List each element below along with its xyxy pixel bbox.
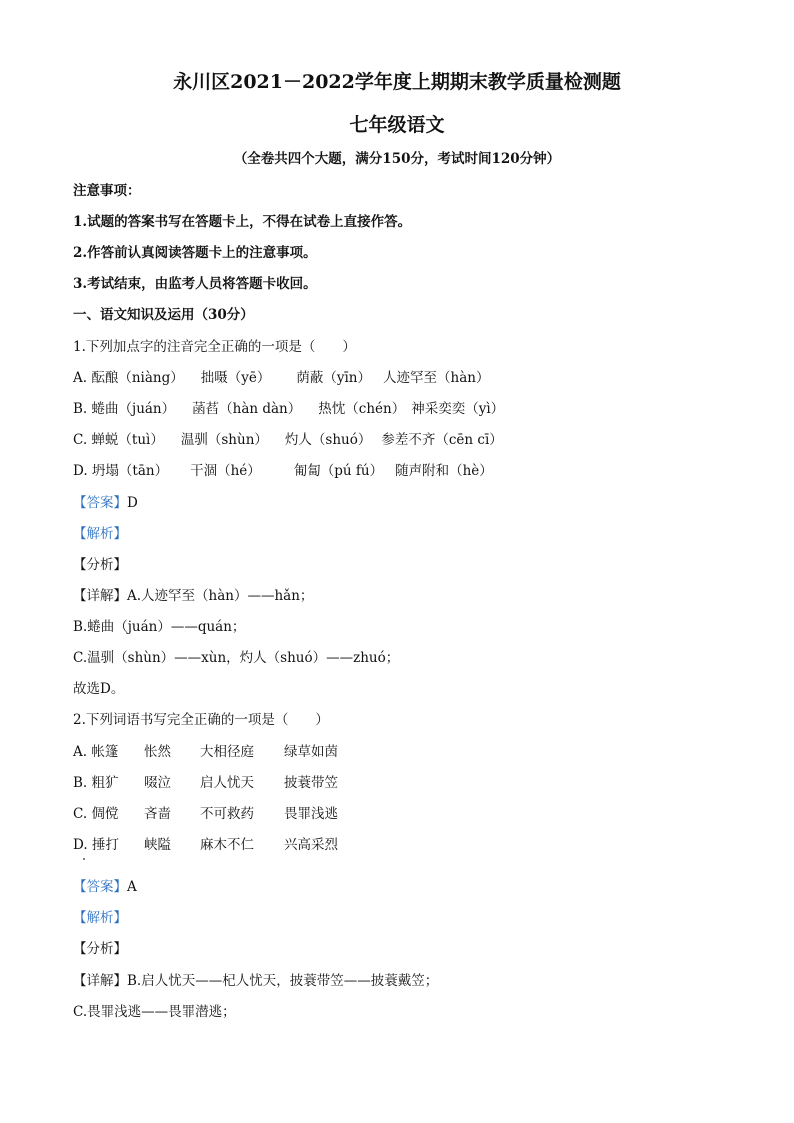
option-item: D. 坍塌（tān） [73, 463, 169, 479]
answer-value: D [127, 495, 138, 511]
q1-conclusion: 故选D。 [73, 681, 125, 697]
q1-option-c [73, 431, 503, 449]
q1-option-d [73, 462, 493, 480]
notice-heading: 注意事项： [73, 183, 141, 199]
notice-item-2: 2.作答前认真阅读答题卡上的注意事项。 [73, 245, 317, 261]
q1-stem: 1.下列加点字的注音完全正确的一项是（ ） [73, 339, 356, 355]
option-item: 随声附和（hè） [395, 463, 493, 479]
option-item: 灼人（shuó） [284, 432, 372, 448]
grade-subject-title: 七年级语文 [349, 114, 445, 136]
option-item: 畏罪浅逃 [284, 806, 338, 822]
q2-option-b [73, 774, 338, 792]
option-item: 啜泣 [144, 775, 171, 791]
option-item: B. 粗犷 [73, 775, 119, 791]
option-item: A. 酝酿（niàng） [73, 370, 184, 386]
q2-fenxi-tag: 【分析】 [73, 941, 127, 957]
option-item: A. 帐篷 [73, 744, 119, 760]
option-item: 怅然 [144, 744, 171, 760]
notice-item-1: 1.试题的答案书写在答题卡上，不得在试卷上直接作答。 [73, 214, 412, 230]
option-item: 人迹罕至（hàn） [383, 370, 490, 386]
option-item: 兴高采烈 [284, 837, 338, 853]
option-item: 荫蔽（yīn） [296, 370, 371, 386]
option-item: 干涸（hé） [190, 463, 261, 479]
option-item: 拙嗫（yē） [200, 370, 271, 386]
detail-text: A.人迹罕至（hàn）——hǎn； [127, 588, 314, 604]
option-item: 温驯（shùn） [180, 432, 268, 448]
q2-stem: 2.下列词语书写完全正确的一项是（ ） [73, 712, 329, 728]
option-item: 参差不齐（cēn cī） [381, 432, 503, 448]
q2-detail-2: C.畏罪浅逃——畏罪潜逃； [73, 1004, 236, 1020]
q1-option-b [73, 400, 504, 418]
answer-tag: 【答案】 [73, 495, 127, 511]
q1-detail-3: C.温驯（shùn）——xùn，灼人（shuó）——zhuó； [73, 650, 400, 666]
option-item: 披蓑带笠 [284, 775, 338, 791]
option-item: 不可救药 [200, 806, 254, 822]
stray-dot [83, 858, 85, 860]
option-item: 启人忧天 [200, 775, 254, 791]
detail-tag: 【详解】 [73, 973, 127, 989]
q1-answer [73, 494, 138, 512]
q2-option-a [73, 743, 338, 761]
option-item: 麻木不仁 [200, 837, 254, 853]
q1-detail-2: B.蜷曲（juán）——quán； [73, 619, 246, 635]
detail-text: B.启人忧天——杞人忧天，披蓑带笠——披蓑戴笠； [127, 973, 439, 989]
option-item: C. 蝉蜕（tuì） [73, 432, 164, 448]
option-item: C. 倜傥 [73, 806, 119, 822]
q2-detail-1 [73, 972, 438, 990]
q1-fenxi-tag: 【分析】 [73, 557, 127, 573]
q2-answer [73, 878, 137, 896]
option-item: 绿草如茵 [284, 744, 338, 760]
answer-tag: 【答案】 [73, 879, 127, 895]
q2-option-d [73, 836, 338, 854]
option-item: 热忱（chén） [318, 401, 406, 417]
option-item: D. 捶打 [73, 837, 119, 853]
answer-value: A [127, 879, 137, 895]
option-item: B. 蜷曲（juán） [73, 401, 176, 417]
option-item: 大相径庭 [200, 744, 254, 760]
q2-analysis-tag: 【解析】 [73, 910, 127, 926]
option-item: 菡萏（hàn dàn） [192, 401, 302, 417]
q2-option-c [73, 805, 338, 823]
q1-analysis-tag: 【解析】 [73, 526, 127, 542]
q1-detail-1 [73, 587, 313, 605]
notice-item-3: 3.考试结束，由监考人员将答题卡收回。 [73, 276, 317, 292]
exam-title: 永川区2021－2022学年度上期期末教学质量检测题 [173, 71, 621, 93]
section-1-heading: 一、语文知识及运用（30分） [73, 307, 254, 323]
option-item: 神采奕奕（yì） [411, 401, 505, 417]
q1-option-a [73, 369, 489, 387]
exam-info: （全卷共四个大题，满分150分，考试时间120分钟） [233, 151, 561, 167]
option-item: 峡隘 [144, 837, 171, 853]
option-item: 吝啬 [144, 806, 171, 822]
detail-tag: 【详解】 [73, 588, 127, 604]
option-item: 匍匐（pú fú） [293, 463, 384, 479]
